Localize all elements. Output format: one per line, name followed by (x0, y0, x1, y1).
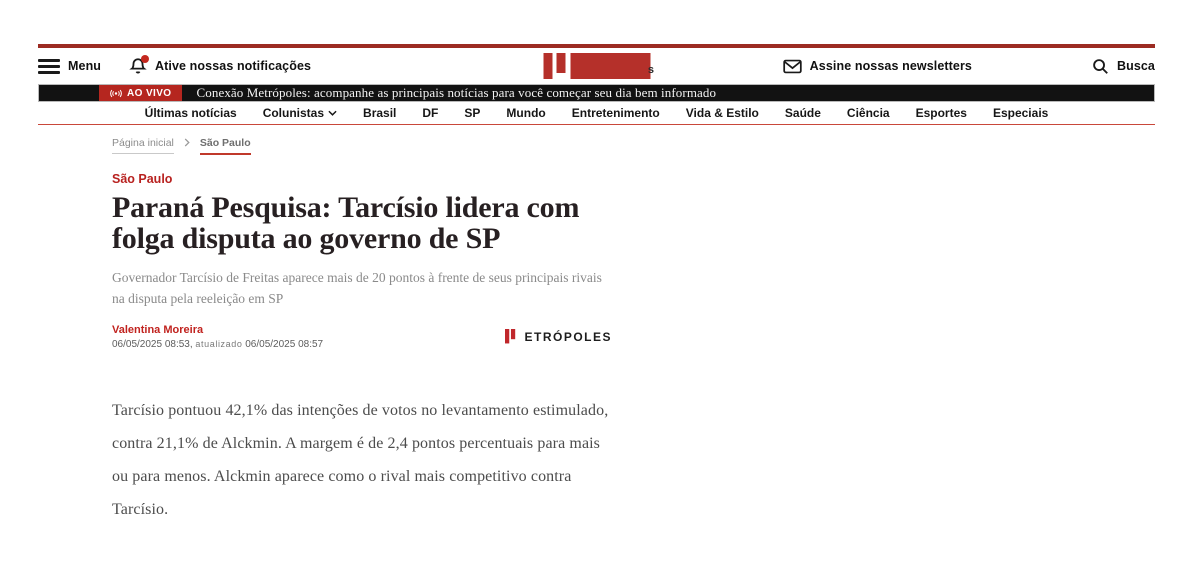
updated-datetime: 06/05/2025 08:57 (245, 339, 324, 350)
article (112, 172, 617, 526)
site-header (38, 48, 1155, 84)
metropoles-m-icon (505, 329, 522, 346)
nav-esportes[interactable]: Esportes (915, 106, 967, 120)
nav-sp[interactable]: SP (464, 106, 481, 120)
envelope-icon (783, 59, 802, 74)
article-category-link[interactable]: São Paulo (112, 172, 173, 186)
breadcrumb (112, 137, 1155, 155)
logo-redaction-block (570, 53, 654, 79)
breadcrumb-current[interactable]: São Paulo (200, 137, 251, 155)
newsletters-label: Assine nossas newsletters (809, 59, 972, 73)
broadcast-icon (110, 89, 122, 98)
article-body-paragraph: Tarcísio pontuou 42,1% das intenções de votos no levantamento estimulado, contra 21,1% de Alckmin. A margem é de 2,4 pontos percentuais para mais ou para menos. Alckmin aparece como o rival mais competitivo contra Tarcísio. (112, 402, 609, 518)
bell-icon (129, 57, 147, 75)
notification-dot (141, 55, 149, 63)
article-dateline (112, 339, 323, 350)
nav-ciencia[interactable]: Ciência (846, 106, 890, 120)
ao-vivo-badge (99, 85, 182, 101)
nav-df[interactable]: DF (422, 106, 439, 120)
nav-mundo[interactable]: Mundo (506, 106, 546, 120)
byline (112, 324, 323, 350)
nav-especiais[interactable]: Especiais (992, 106, 1049, 120)
article-byline-row (112, 324, 612, 350)
author-link[interactable]: Valentina Moreira (112, 324, 204, 336)
header-right-group (783, 58, 1155, 75)
published-datetime: 06/05/2025 08:53, (112, 339, 193, 350)
nav-saude[interactable]: Saúde (784, 106, 821, 120)
metropoles-logo (505, 329, 612, 346)
search-icon (1092, 58, 1109, 75)
logo-m-leg (543, 53, 552, 79)
menu-button[interactable] (38, 59, 101, 74)
search-button[interactable] (1092, 58, 1155, 75)
main-navigation (38, 102, 1155, 125)
menu-label: Menu (68, 59, 102, 73)
hamburger-icon (38, 59, 60, 74)
ao-vivo-label: AO VIVO (127, 87, 172, 99)
site-logo-redacted[interactable] (543, 53, 654, 79)
nav-colunistas[interactable]: Colunistas (263, 106, 337, 120)
article-title: Paraná Pesquisa: Tarcísio lidera com folga disputa ao governo de SP (112, 191, 580, 255)
nav-entretenimento[interactable]: Entretenimento (571, 106, 660, 120)
chevron-right-icon (184, 138, 190, 147)
search-label: Busca (1116, 59, 1155, 73)
header-left-group (38, 57, 311, 75)
logo-m-leg (556, 53, 565, 73)
article-subtitle: Governador Tarcísio de Freitas aparece mais de 20 pontos à frente de seus principais rivais na disputa pela reeleição em SP (112, 270, 602, 306)
page-container (38, 44, 1155, 526)
chevron-down-icon (328, 110, 337, 116)
notifications-label: Ative nossas notificações (155, 59, 312, 73)
live-ticker-bar (38, 84, 1155, 102)
live-headline-link[interactable]: Conexão Metrópoles: acompanhe as principais notícias para você começar seu dia bem informado (196, 85, 717, 100)
nav-brasil[interactable]: Brasil (363, 106, 397, 120)
nav-vida-estilo[interactable]: Vida & Estilo (685, 106, 759, 120)
updated-label: atualizado (195, 339, 243, 349)
logo-remnant-glyph: s (647, 64, 654, 76)
metropoles-wordmark: ETRÓPOLES (524, 330, 612, 344)
nav-ultimas-noticias[interactable]: Últimas notícias (144, 106, 237, 120)
newsletters-button[interactable] (783, 59, 972, 74)
breadcrumb-home[interactable]: Página inicial (112, 137, 174, 154)
notifications-button[interactable] (129, 57, 311, 75)
